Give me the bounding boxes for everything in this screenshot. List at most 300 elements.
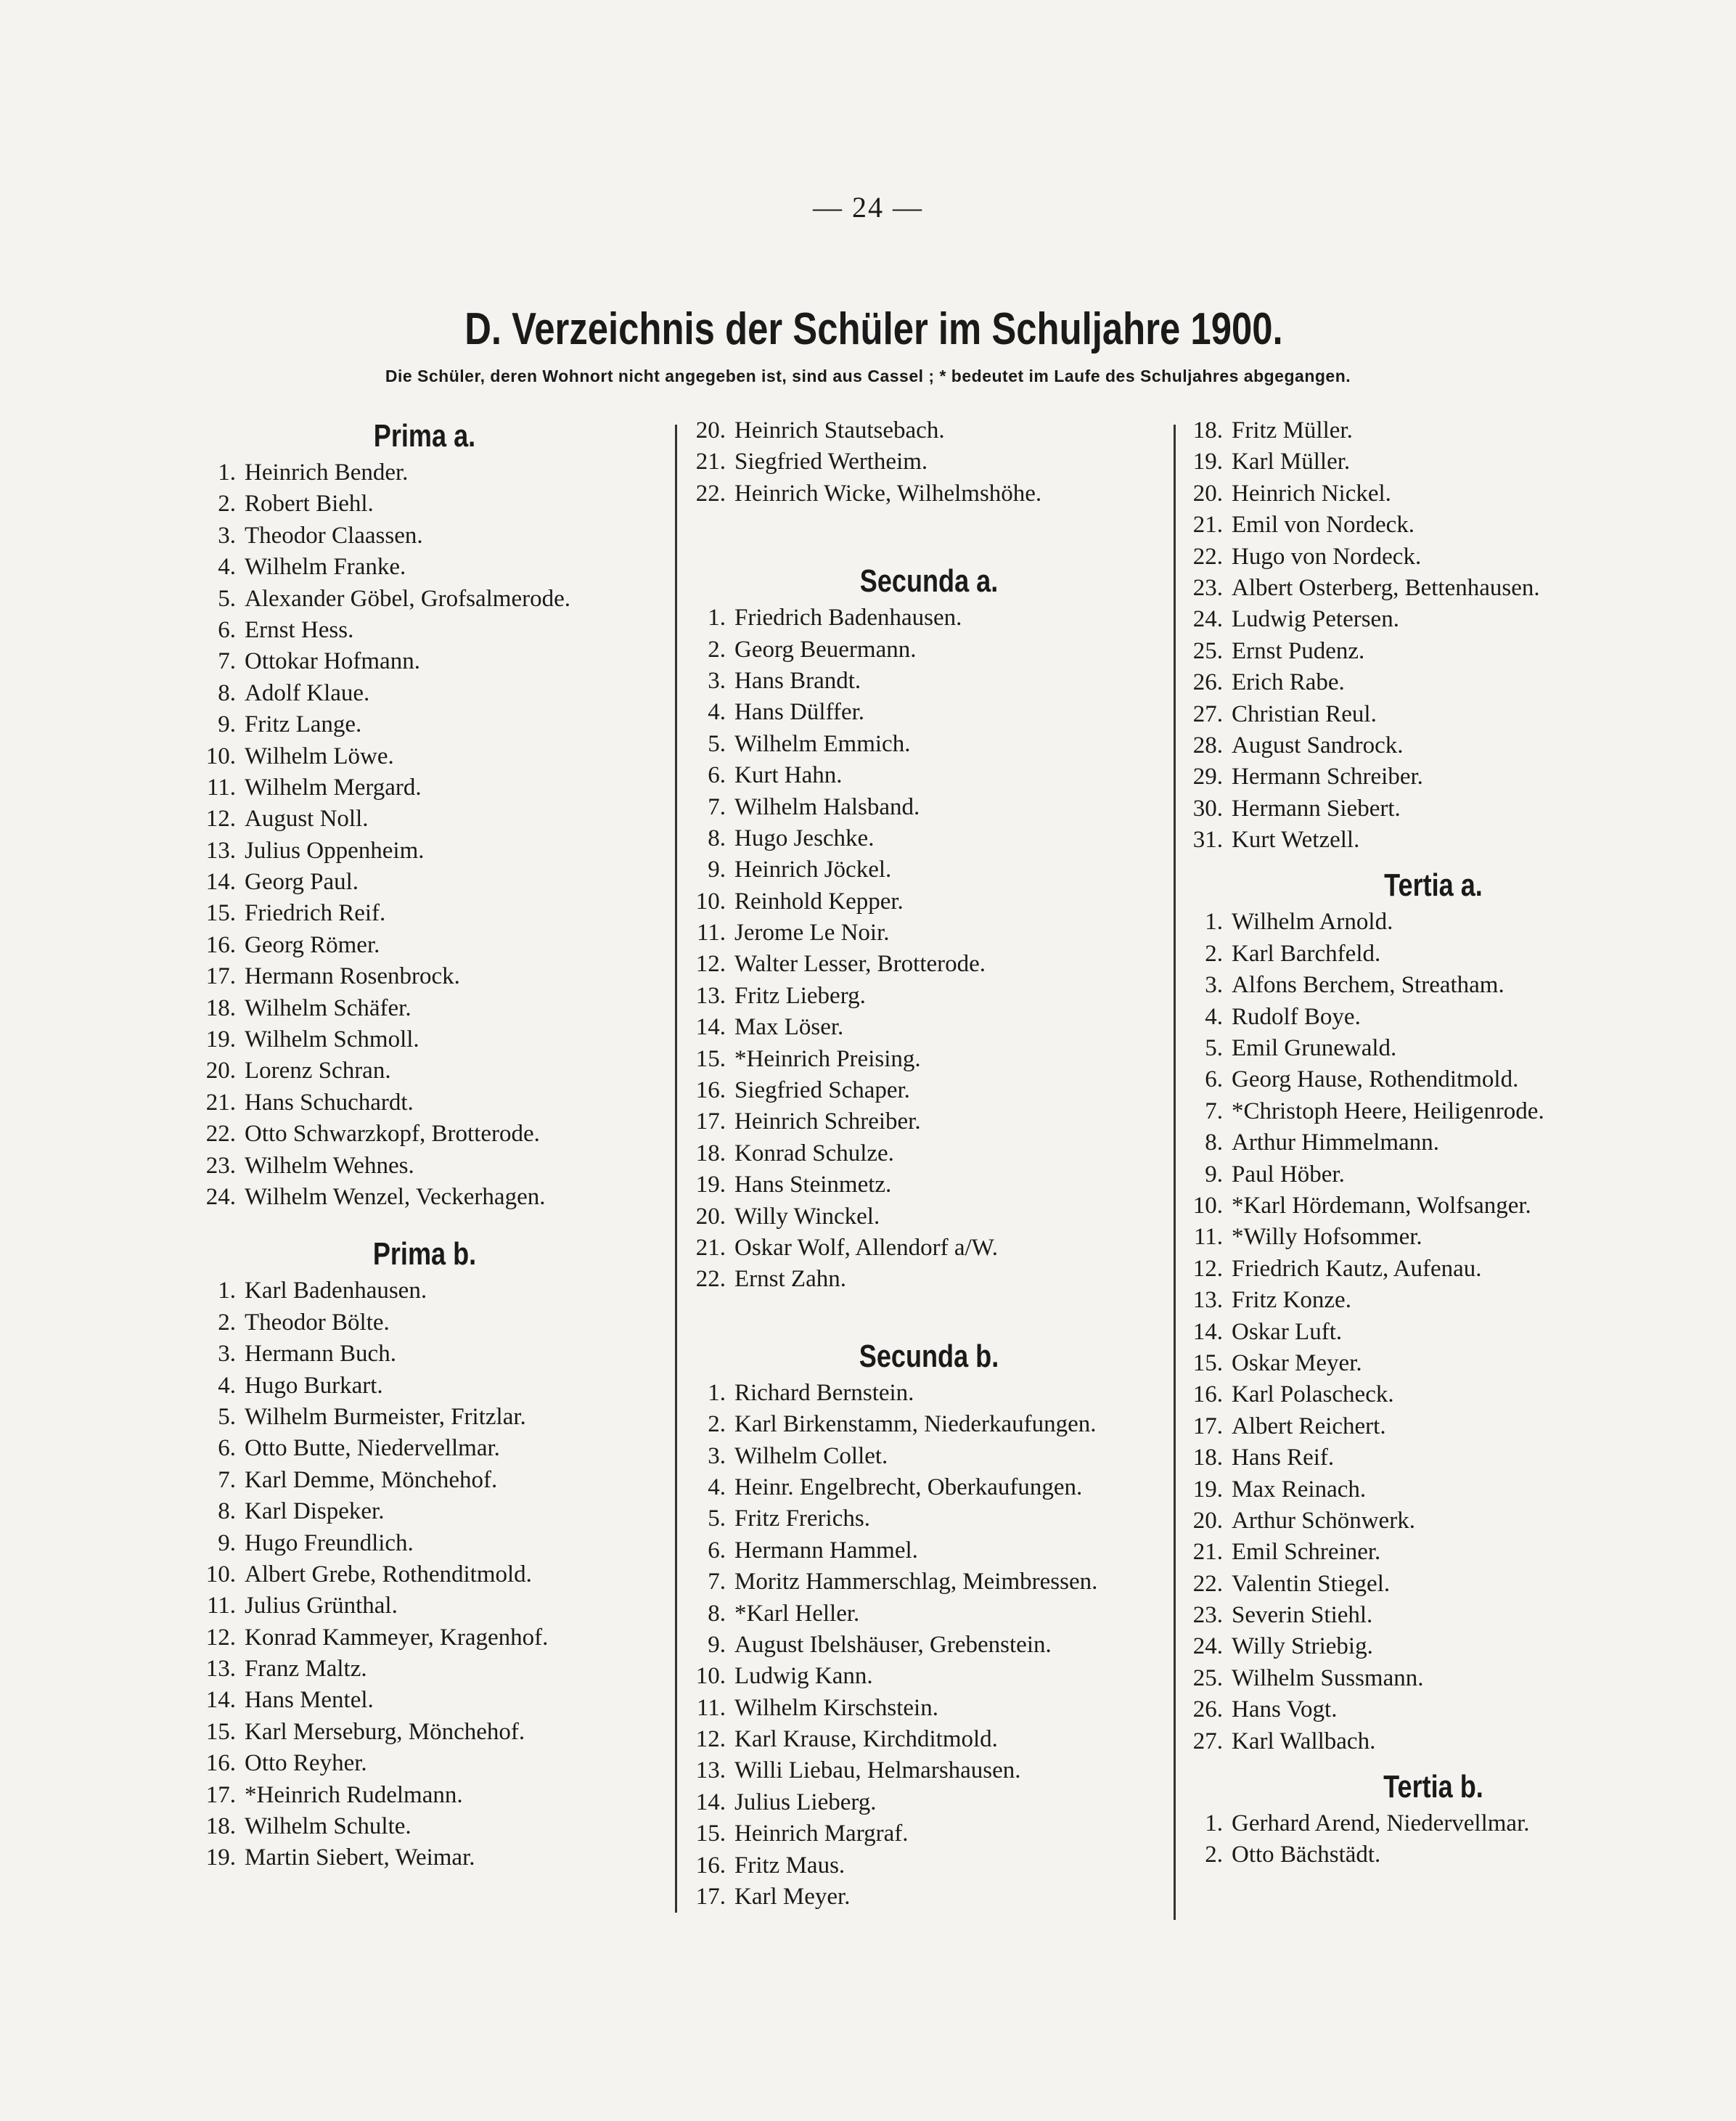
list-item [1179, 907, 1687, 938]
entry-number: 14. [205, 869, 236, 896]
entry-name: Fritz Lieberg. [734, 982, 866, 1009]
list-prima-b-continued [682, 415, 1176, 510]
list-item [174, 993, 675, 1024]
entry-name: Ernst Zahn. [734, 1266, 846, 1293]
entry-number: 8. [708, 825, 726, 851]
list-item [682, 1755, 1176, 1786]
entry-number: 5. [1205, 1035, 1223, 1062]
entry-number: 18. [695, 1140, 726, 1166]
entry-name: Severin Stiehl. [1232, 1602, 1373, 1629]
list-item [1179, 1694, 1687, 1725]
entry-number: 13. [695, 1757, 726, 1784]
entry-number: 5. [708, 730, 726, 757]
entry-number: 4. [218, 1372, 236, 1399]
entry-number: 24. [1192, 1633, 1223, 1660]
entry-number: 31. [1192, 827, 1223, 854]
entry-name: Hugo Freundlich. [245, 1529, 414, 1556]
entry-name: Karl Krause, Kirchditmold. [734, 1726, 998, 1753]
entry-name: Georg Hause, Rothenditmold. [1232, 1066, 1519, 1093]
entry-number: 22. [1192, 1570, 1223, 1597]
entry-name: Willi Liebau, Helmarshausen. [734, 1757, 1021, 1784]
entry-number: 7. [708, 1569, 726, 1595]
list-item [1179, 970, 1687, 1001]
entry-name: Gerhard Arend, Niedervellmar. [1232, 1810, 1530, 1837]
entry-number: 2. [218, 491, 236, 518]
entry-number: 8. [708, 1600, 726, 1627]
entry-number: 21. [695, 1234, 726, 1261]
entry-name: Theodor Bölte. [245, 1309, 390, 1336]
entry-number: 1. [708, 1379, 726, 1406]
entry-number: 14. [695, 1014, 726, 1041]
list-item [1179, 415, 1687, 446]
entry-name: Adolf Klaue. [245, 679, 370, 706]
entry-number: 5. [708, 1505, 726, 1532]
entry-number: 19. [1192, 449, 1223, 475]
entry-number: 12. [695, 1726, 726, 1753]
list-item [682, 1409, 1176, 1440]
list-item [174, 1119, 675, 1150]
list-item [1179, 825, 1687, 856]
entry-name: Hugo Jeschke. [734, 825, 875, 851]
entry-name: Hermann Buch. [245, 1341, 396, 1368]
entry-number: 11. [206, 1593, 236, 1619]
entry-name: Karl Polascheck. [1232, 1381, 1394, 1408]
entry-name: Wilhelm Emmich. [734, 730, 911, 757]
list-item [682, 729, 1176, 760]
section-heading-secunda-b: Secunda b. [859, 1338, 999, 1374]
entry-number: 5. [218, 585, 236, 612]
entry-name: Konrad Kammeyer, Kragenhof. [245, 1624, 549, 1651]
entry-name: Heinrich Margraf. [734, 1820, 909, 1847]
entry-name: Karl Barchfeld. [1232, 940, 1381, 967]
list-secunda-b-continued [1179, 415, 1687, 856]
list-item [174, 1307, 675, 1339]
entry-name: Oskar Luft. [1232, 1318, 1343, 1345]
entry-name: Hugo Burkart. [245, 1372, 383, 1399]
list-item [682, 1724, 1176, 1755]
entry-number: 7. [218, 1466, 236, 1493]
entry-number: 7. [708, 793, 726, 820]
entry-name: Hans Vogt. [1232, 1696, 1338, 1723]
entry-number: 12. [205, 1624, 236, 1651]
list-item [682, 1075, 1176, 1106]
entry-number: 18. [1192, 1444, 1223, 1471]
entry-name: Hermann Siebert. [1232, 795, 1401, 822]
entry-number: 6. [1205, 1066, 1223, 1093]
entry-name: Wilhelm Arnold. [1232, 909, 1393, 936]
list-secunda-a [682, 602, 1176, 1296]
entry-name: Christian Reul. [1232, 700, 1377, 727]
entry-name: Ludwig Kann. [734, 1663, 873, 1690]
entry-number: 13. [205, 1656, 236, 1683]
list-item [1179, 1474, 1687, 1505]
list-item [1179, 939, 1687, 970]
list-item [174, 1339, 675, 1370]
entry-number: 21. [695, 449, 726, 475]
entry-name: Heinr. Engelbrecht, Oberkaufungen. [734, 1474, 1083, 1500]
entry-name: Reinhold Kepper. [734, 888, 904, 915]
entry-number: 15. [205, 1718, 236, 1745]
entry-name: Fritz Maus. [734, 1852, 846, 1879]
list-item [682, 918, 1176, 949]
entry-name: Julius Lieberg. [734, 1789, 877, 1815]
entry-name: Heinrich Nickel. [1232, 480, 1391, 507]
entry-number: 4. [708, 1474, 726, 1500]
entry-name: Hans Brandt. [734, 667, 861, 694]
entry-name: Ottokar Hofmann. [245, 648, 420, 675]
entry-number: 2. [708, 636, 726, 663]
list-item [1179, 1839, 1687, 1871]
list-item [174, 520, 675, 552]
entry-number: 17. [695, 1108, 726, 1135]
list-item [174, 1590, 675, 1622]
list-item [682, 1233, 1176, 1264]
list-item [174, 961, 675, 992]
entry-number: 26. [1192, 669, 1223, 696]
entry-number: 19. [695, 1172, 726, 1198]
list-item [682, 1661, 1176, 1692]
list-item [682, 634, 1176, 666]
entry-name: Emil Schreiner. [1232, 1539, 1381, 1566]
entry-number: 2. [1205, 940, 1223, 967]
entry-number: 4. [218, 554, 236, 581]
entry-name: Wilhelm Wenzel, Veckerhagen. [245, 1183, 546, 1210]
entry-number: 20. [1192, 480, 1223, 507]
list-item [682, 602, 1176, 634]
list-item [1179, 1600, 1687, 1631]
entry-number: 9. [218, 1529, 236, 1556]
entry-name: Hans Reif. [1232, 1444, 1335, 1471]
list-item [682, 792, 1176, 823]
page-number: — 24 — [813, 191, 923, 224]
list-item [1179, 542, 1687, 573]
entry-number: 21. [1192, 1539, 1223, 1566]
list-item [1179, 573, 1687, 604]
list-item [174, 804, 675, 835]
entry-number: 29. [1192, 764, 1223, 790]
list-item [682, 1138, 1176, 1169]
entry-name: Wilhelm Halsband. [734, 793, 920, 820]
list-item [1179, 761, 1687, 793]
list-item [1179, 730, 1687, 761]
entry-number: 16. [695, 1852, 726, 1879]
list-item [682, 1566, 1176, 1598]
entry-number: 1. [218, 1278, 236, 1304]
entry-number: 16. [205, 931, 236, 958]
entry-number: 14. [205, 1687, 236, 1714]
entry-name: Richard Bernstein. [734, 1379, 914, 1406]
list-item [174, 489, 675, 520]
entry-number: 19. [205, 1026, 236, 1053]
entry-name: Karl Badenhausen. [245, 1278, 427, 1304]
entry-name: Karl Merseburg, Mönchehof. [245, 1718, 525, 1745]
entry-name: Otto Bächstädt. [1232, 1842, 1381, 1868]
entry-name: Arthur Himmelmann. [1232, 1129, 1439, 1156]
list-item [682, 1787, 1176, 1818]
entry-number: 12. [695, 951, 726, 978]
entry-name: Heinrich Bender. [245, 459, 409, 486]
entry-name: Hans Dülffer. [734, 699, 865, 726]
entry-number: 21. [205, 1089, 236, 1116]
entry-number: 24. [1192, 606, 1223, 633]
list-item [682, 1535, 1176, 1566]
entry-name: Rudolf Boye. [1232, 1003, 1361, 1030]
list-item [682, 886, 1176, 918]
list-item [682, 1378, 1176, 1409]
entry-number: 26. [1192, 1696, 1223, 1723]
entry-name: Wilhelm Schäfer. [245, 994, 412, 1021]
entry-number: 20. [695, 1203, 726, 1230]
list-item [1179, 1726, 1687, 1757]
list-item [1179, 1064, 1687, 1095]
entry-number: 4. [1205, 1003, 1223, 1030]
list-item [174, 615, 675, 646]
entry-number: 6. [218, 616, 236, 643]
list-tertia-a [1179, 907, 1687, 1757]
list-item [682, 1106, 1176, 1137]
entry-name: Kurt Hahn. [734, 762, 843, 789]
list-item [682, 446, 1176, 478]
list-item [1179, 1808, 1687, 1839]
list-item [1179, 1631, 1687, 1662]
entry-number: 27. [1192, 1728, 1223, 1754]
entry-name: Friedrich Reif. [245, 900, 386, 927]
list-item [1179, 793, 1687, 825]
entry-number: 2. [708, 1411, 726, 1438]
entry-number: 22. [695, 1266, 726, 1293]
list-item [1179, 1317, 1687, 1348]
entry-number: 14. [1192, 1318, 1223, 1345]
entry-number: 9. [708, 857, 726, 883]
entry-name: Fritz Frerichs. [734, 1505, 870, 1532]
entry-number: 3. [708, 1442, 726, 1469]
entry-name: Karl Meyer. [734, 1884, 851, 1910]
list-item [682, 1850, 1176, 1881]
entry-number: 8. [218, 1498, 236, 1525]
list-item [1179, 636, 1687, 667]
entry-name: Erich Rabe. [1232, 669, 1345, 696]
list-item [174, 1559, 675, 1590]
entry-number: 9. [708, 1631, 726, 1658]
entry-number: 1. [218, 459, 236, 486]
entry-name: Friedrich Kautz, Aufenau. [1232, 1255, 1482, 1282]
entry-number: 18. [205, 1813, 236, 1840]
list-item [1179, 1002, 1687, 1033]
entry-name: *Karl Heller. [734, 1600, 860, 1627]
entry-number: 23. [205, 1152, 236, 1179]
list-item [682, 478, 1176, 510]
entry-number: 12. [205, 806, 236, 833]
list-item [1179, 1285, 1687, 1316]
entry-number: 19. [205, 1844, 236, 1871]
list-item [174, 835, 675, 867]
entry-number: 2. [1205, 1842, 1223, 1868]
entry-name: Heinrich Stautsebach. [734, 417, 945, 444]
entry-name: Max Reinach. [1232, 1476, 1367, 1503]
entry-name: *Christoph Heere, Heiligenrode. [1232, 1098, 1544, 1124]
entry-name: Albert Grebe, Rothenditmold. [245, 1561, 532, 1587]
list-item [1179, 1222, 1687, 1253]
entry-number: 22. [695, 480, 726, 507]
entry-number: 16. [695, 1077, 726, 1104]
entry-name: Valentin Stiegel. [1232, 1570, 1391, 1597]
list-item [174, 1151, 675, 1182]
entry-name: Karl Wallbach. [1232, 1728, 1376, 1754]
list-item [174, 1528, 675, 1559]
list-item [174, 898, 675, 929]
list-item [682, 1598, 1176, 1630]
page-subtitle: Die Schüler, deren Wohnort nicht angegeben ist, sind aus Cassel ; * bedeutet im Laufe des Schuljahres abgegangen. [385, 367, 1351, 385]
entry-name: Paul Höber. [1232, 1161, 1345, 1188]
list-item [682, 1881, 1176, 1913]
list-item [682, 666, 1176, 697]
entry-name: Georg Paul. [245, 869, 359, 896]
entry-name: Jerome Le Noir. [734, 920, 890, 947]
entry-number: 15. [1192, 1349, 1223, 1376]
list-item [682, 1503, 1176, 1534]
entry-number: 27. [1192, 700, 1223, 727]
entry-name: *Heinrich Rudelmann. [245, 1781, 463, 1808]
entry-number: 22. [1192, 543, 1223, 570]
entry-name: August Sandrock. [1232, 732, 1404, 759]
entry-number: 17. [205, 963, 236, 990]
entry-number: 10. [205, 743, 236, 769]
list-item [1179, 1348, 1687, 1379]
entry-number: 18. [205, 994, 236, 1021]
list-item [1179, 1442, 1687, 1474]
entry-name: Ernst Hess. [245, 616, 354, 643]
list-item [682, 1264, 1176, 1295]
entry-name: Alfons Berchem, Streatham. [1232, 972, 1504, 999]
entry-name: Moritz Hammerschlag, Meimbressen. [734, 1569, 1098, 1595]
list-item [1179, 1254, 1687, 1285]
entry-name: Konrad Schulze. [734, 1140, 894, 1166]
entry-number: 14. [695, 1789, 726, 1815]
entry-number: 10. [695, 1663, 726, 1690]
entry-number: 3. [1205, 972, 1223, 999]
entry-number: 6. [218, 1435, 236, 1462]
list-item [174, 678, 675, 709]
list-item [174, 1275, 675, 1307]
entry-name: Willy Striebig. [1232, 1633, 1373, 1660]
entry-name: Siegfried Wertheim. [734, 449, 928, 475]
entry-name: Friedrich Badenhausen. [734, 605, 962, 632]
entry-number: 17. [205, 1781, 236, 1808]
list-item [174, 1433, 675, 1464]
list-item [682, 854, 1176, 886]
list-item [174, 709, 675, 740]
section-heading-tertia-b: Tertia b. [1383, 1769, 1483, 1805]
list-item [682, 1044, 1176, 1075]
entry-number: 3. [218, 1341, 236, 1368]
entry-name: Otto Schwarzkopf, Brotterode. [245, 1121, 540, 1148]
entry-number: 30. [1192, 795, 1223, 822]
page-title: D. Verzeichnis der Schüler im Schuljahre 1900. [464, 304, 1283, 354]
entry-number: 6. [708, 762, 726, 789]
list-item [174, 1370, 675, 1402]
list-item [1179, 1033, 1687, 1064]
list-item [682, 823, 1176, 854]
entry-number: 20. [695, 417, 726, 444]
entry-number: 10. [695, 888, 726, 915]
entry-name: Oskar Meyer. [1232, 1349, 1362, 1376]
list-prima-a [174, 457, 675, 1213]
entry-number: 18. [1192, 417, 1223, 444]
entry-name: Albert Osterberg, Bettenhausen. [1232, 574, 1540, 601]
entry-name: Siegfried Schaper. [734, 1077, 910, 1104]
entry-name: Fritz Müller. [1232, 417, 1353, 444]
entry-number: 11. [696, 1694, 726, 1721]
entry-name: Alexander Göbel, Grofsalmerode. [245, 585, 570, 612]
list-item [682, 981, 1176, 1012]
column-1 [174, 415, 675, 1874]
entry-number: 20. [205, 1058, 236, 1084]
entry-number: 15. [695, 1820, 726, 1847]
entry-number: 13. [205, 837, 236, 864]
entry-number: 5. [218, 1403, 236, 1430]
list-item [174, 1465, 675, 1496]
entry-number: 10. [1192, 1192, 1223, 1219]
entry-name: Martin Siebert, Weimar. [245, 1844, 475, 1871]
list-item [682, 1012, 1176, 1043]
list-item [682, 1818, 1176, 1850]
entry-name: Heinrich Schreiber. [734, 1108, 921, 1135]
list-item [682, 1630, 1176, 1661]
list-item [174, 1780, 675, 1811]
entry-name: Lorenz Schran. [245, 1058, 391, 1084]
entry-name: Fritz Konze. [1232, 1287, 1351, 1314]
list-item [682, 415, 1176, 446]
list-item [174, 1496, 675, 1527]
entry-name: Wilhelm Mergard. [245, 774, 422, 801]
list-item [682, 1441, 1176, 1472]
entry-number: 8. [218, 679, 236, 706]
list-item [174, 1842, 675, 1873]
entry-name: Hermann Schreiber. [1232, 764, 1423, 790]
list-item [174, 1087, 675, 1119]
entry-name: Wilhelm Franke. [245, 554, 406, 581]
list-item [1179, 699, 1687, 730]
list-tertia-b [1179, 1808, 1687, 1871]
entry-name: Hugo von Nordeck. [1232, 543, 1422, 570]
entry-name: Max Löser. [734, 1014, 844, 1041]
entry-number: 19. [1192, 1476, 1223, 1503]
list-item [1179, 510, 1687, 541]
entry-name: Wilhelm Wehnes. [245, 1152, 414, 1179]
list-item [1179, 446, 1687, 478]
entry-name: Emil von Nordeck. [1232, 512, 1415, 539]
entry-name: Willy Winckel. [734, 1203, 880, 1230]
entry-name: Karl Dispeker. [245, 1498, 385, 1525]
entry-number: 1. [708, 605, 726, 632]
column-2 [682, 415, 1176, 1913]
list-item [174, 1055, 675, 1087]
list-item [682, 760, 1176, 791]
entry-number: 21. [1192, 512, 1223, 539]
list-item [1179, 1411, 1687, 1442]
entry-name: Kurt Wetzell. [1232, 827, 1360, 854]
list-item [174, 1024, 675, 1055]
entry-name: Wilhelm Collet. [734, 1442, 888, 1469]
entry-number: 7. [218, 648, 236, 675]
entry-name: Karl Birkenstamm, Niederkaufungen. [734, 1411, 1097, 1438]
list-item [174, 1182, 675, 1213]
column-divider-left [675, 425, 677, 1913]
list-item [174, 1748, 675, 1779]
entry-name: Wilhelm Schmoll. [245, 1026, 419, 1053]
entry-number: 2. [218, 1309, 236, 1336]
entry-name: Fritz Lange. [245, 711, 362, 738]
